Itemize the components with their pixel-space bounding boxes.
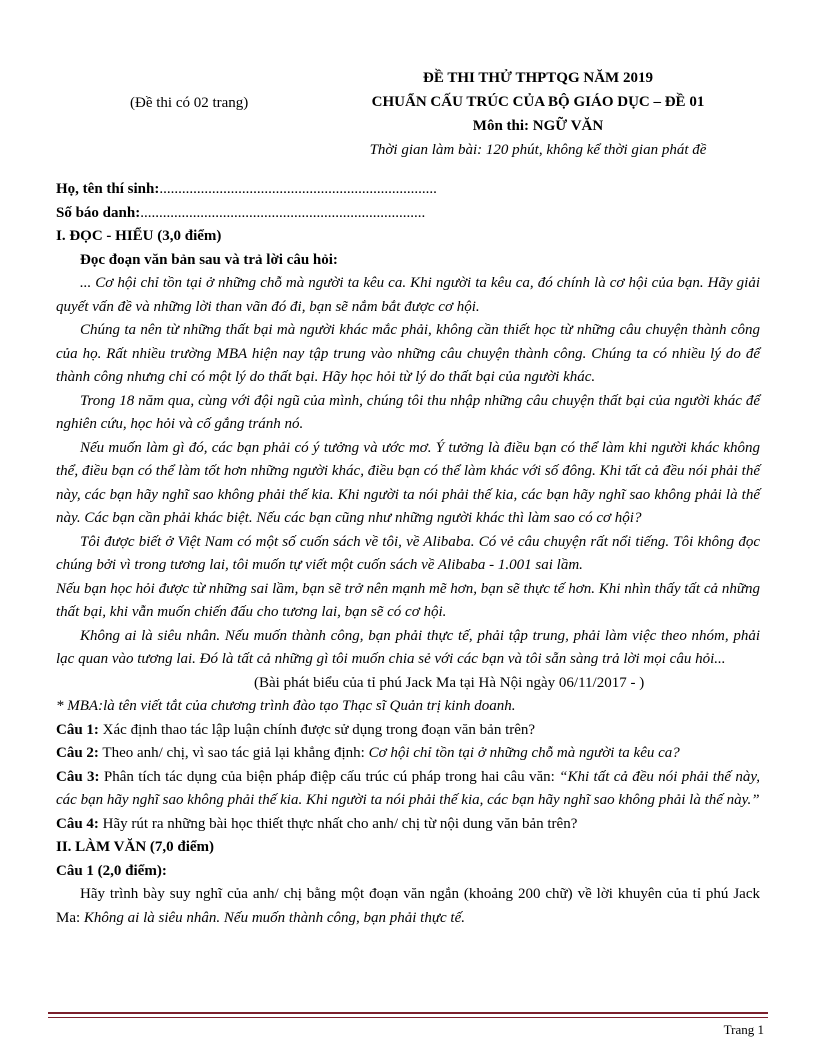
question-1 xyxy=(56,719,760,743)
question-3-text: Phân tích tác dụng của biện pháp điệp cấu trúc cú pháp trong hai câu văn: xyxy=(99,768,560,785)
exam-title: ĐỀ THI THỬ THPTQG NĂM 2019 xyxy=(423,70,653,86)
essay-question-1 xyxy=(56,883,760,930)
question-1-text: Xác định thao tác lập luận chính được sử dụng trong đoạn văn bản trên? xyxy=(98,721,536,738)
footer-divider xyxy=(48,1012,768,1018)
essay-question-1-title: Câu 1 (2,0 điểm): xyxy=(56,862,167,879)
question-1-label: Câu 1: xyxy=(56,721,99,738)
passage-paragraph: Nếu muốn làm gì đó, các bạn phải có ý tưởng và ước mơ. Ý tưởng là điều bạn có thể làm khi người khác không thể, điều bạn có thể làm tốt hơn những người khác, điều bạn có thể làm khác với số đông. Khi tất cả đều nói phải thế này, các bạn hãy nghĩ sao không phải thế kia. Khi người ta nói phải thế kia, các bạn hãy nghĩ sao không phải là thế này. Các bạn cần phải khác biệt. Nếu các bạn cũng như những người khác thì làm sao có cơ hội? xyxy=(56,439,760,526)
student-name-label: Họ, tên thí sinh: xyxy=(56,181,160,197)
mba-footnote: * MBA:là tên viết tắt của chương trình đào tạo Thạc sĩ Quản trị kinh doanh. xyxy=(56,698,516,714)
essay-question-1-quote: Không ai là siêu nhân. Nếu muốn thành công, bạn phải thực tế. xyxy=(83,909,465,926)
question-4-text: Hãy rút ra những bài học thiết thực nhất cho anh/ chị từ nội dung văn bản trên? xyxy=(98,815,578,832)
passage-paragraph: Tôi được biết ở Việt Nam có một số cuốn sách về tôi, về Alibaba. Có vẻ câu chuyện rất nổi tiếng. Tôi không đọc chúng bởi vì trong tương lai, tôi muốn tự viết một cuốn sách về Alibaba - 1.001 sai lầm. xyxy=(56,533,760,573)
header-center xyxy=(316,66,760,162)
student-id-label: Số báo danh: xyxy=(56,204,141,221)
student-id-dots: ............................................................................ xyxy=(140,204,426,221)
student-name-dots: .......................................................................... xyxy=(159,181,437,197)
question-4 xyxy=(56,813,760,837)
question-2 xyxy=(56,742,760,766)
question-2-label: Câu 2: xyxy=(56,745,99,761)
exam-header xyxy=(56,66,760,178)
page-count-note: (Đề thi có 02 trang) xyxy=(130,95,249,111)
question-3-label: Câu 3: xyxy=(56,768,100,785)
subject: Môn thi: NGỮ VĂN xyxy=(472,118,604,134)
passage-paragraph: Không ai là siêu nhân. Nếu muốn thành công, bạn phải thực tế, phải tập trung, phải làm việc theo nhóm, phải lạc quan vào tương lai. Đó là tất cả những gì tôi muốn chia sẻ với các bạn và tôi sẵn sàng trả lời mọi câu hỏi... xyxy=(56,627,760,667)
essay-question-1-text: Hãy trình bày suy nghĩ của anh/ chị bằng một đoạn văn ngắn (khoảng 200 chữ) về lời khuyên của tỉ phú Jack Ma: xyxy=(56,886,760,926)
question-2-text: Theo anh/ chị, vì sao tác giả lại khẳng định: xyxy=(98,745,369,761)
exam-subtitle: CHUẨN CẤU TRÚC CỦA BỘ GIÁO DỤC – ĐỀ 01 xyxy=(371,94,705,110)
passage-paragraph: Nếu bạn học hỏi được từ những sai lầm, bạn sẽ trở nên mạnh mẽ hơn, bạn sẽ thực tế hơn. Khi nhìn thấy tất cả những thất bại, khi vẫn muốn chiến đấu cho tương lai, bạn sẽ có cơ hội. xyxy=(56,580,760,620)
reading-instruction: Đọc đoạn văn bản sau và trả lời câu hỏi: xyxy=(80,251,338,268)
section1-title: I. ĐỌC - HIỂU (3,0 điểm) xyxy=(56,228,222,244)
question-3 xyxy=(56,766,760,813)
passage-paragraph: ... Cơ hội chỉ tồn tại ở những chỗ mà người ta kêu ca. Khi người ta kêu ca, đó chính là cơ hội của bạn. Hãy giải quyết vấn đề và những lời than vãn đó đi, bạn sẽ nắm bắt được cơ hội. xyxy=(56,275,760,315)
student-id-line xyxy=(56,202,760,226)
passage-paragraph: Trong 18 năm qua, cùng với đội ngũ của mình, chúng tôi thu nhập những câu chuyện thất bại của người khác để nghiên cứu, học hỏi và cố gắng tránh nó. xyxy=(56,392,760,432)
page-number: Trang 1 xyxy=(723,1022,764,1037)
exam-page xyxy=(56,66,760,930)
question-2-quote: Cơ hội chỉ tồn tại ở những chỗ mà người ta kêu ca? xyxy=(368,745,680,761)
question-3-quote: “Khi tất cả đều nói phải thế này, các bạn hãy nghĩ sao không phải thế kia. Khi người ta nói phải thế kia, các bạn hãy nghĩ sao không phải là thế này.” xyxy=(56,768,761,808)
question-4-label: Câu 4: xyxy=(56,815,99,832)
section2-title: II. LÀM VĂN (7,0 điểm) xyxy=(56,839,215,855)
time-limit: Thời gian làm bài: 120 phút, không kể thời gian phát đề xyxy=(369,142,707,158)
passage-paragraph: Chúng ta nên từ những thất bại mà người khác mắc phải, không cần thiết học từ những câu chuyện thành công của họ. Rất nhiều trường MBA hiện nay tập trung vào những câu chuyện thành công. Chúng ta có nhiều lý do để thành công nhưng chỉ có một lý do thất bại. Hãy học hỏi từ lý do thất bại của người khác. xyxy=(56,322,760,385)
passage-source: (Bài phát biểu của tỉ phú Jack Ma tại Hà Nội ngày 06/11/2017 - ) xyxy=(254,674,645,691)
student-name-line xyxy=(56,178,760,202)
